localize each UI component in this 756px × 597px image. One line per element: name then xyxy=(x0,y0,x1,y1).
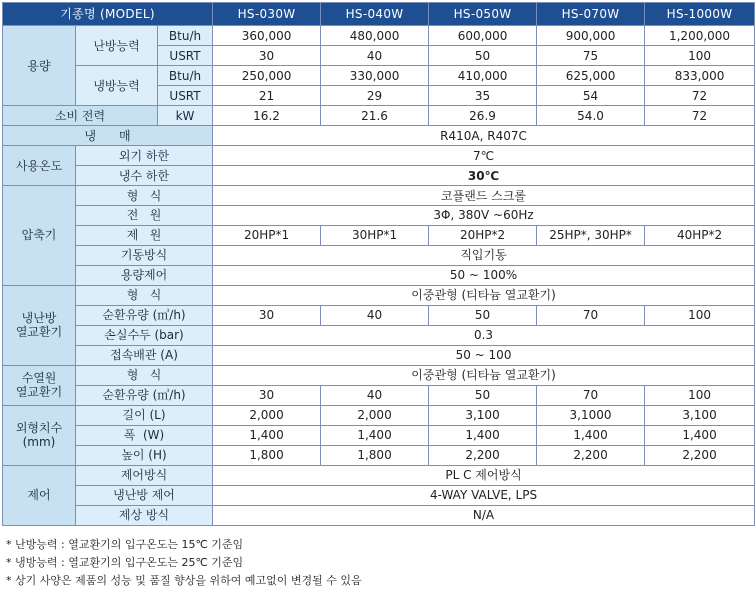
value-cell: 7℃ xyxy=(213,146,755,166)
model-hs-030w: HS-030W xyxy=(213,3,321,26)
value-cell: 900,000 xyxy=(537,26,645,46)
value-cell: 30 xyxy=(213,305,321,325)
compressor-power-row xyxy=(3,206,755,226)
capacity-control-label: 용량제어 xyxy=(76,265,213,285)
width-label: 폭 (W) xyxy=(76,425,213,445)
outdoor-min-label: 외기 하한 xyxy=(76,146,213,166)
value-cell: 30 xyxy=(213,46,321,66)
dimensions-group-line2: (mm) xyxy=(22,435,56,450)
power-label: 소비 전력 xyxy=(3,106,158,126)
temperature-group-label: 사용온도 xyxy=(3,146,76,186)
value-cell: 29 xyxy=(321,86,429,106)
height-label: 높이 (H) xyxy=(76,445,213,465)
value-cell: 833,000 xyxy=(645,66,755,86)
value-cell: 360,000 xyxy=(213,26,321,46)
length-row xyxy=(3,405,755,425)
height-row xyxy=(3,445,755,465)
hvac-control-row xyxy=(3,485,755,505)
compressor-power-label: 전 원 xyxy=(76,206,213,226)
unit-label: USRT xyxy=(158,46,213,66)
value-cell: 40HP*2 xyxy=(645,225,755,245)
hx-source-type-row xyxy=(3,365,755,385)
header-row xyxy=(3,3,755,26)
value-cell: 1,400 xyxy=(645,425,755,445)
value-cell: 72 xyxy=(645,86,755,106)
value-cell: 50 xyxy=(429,305,537,325)
refrigerant-label: 냉 매 xyxy=(3,126,213,146)
value-cell: 코플랜드 스크롤 xyxy=(213,186,755,206)
hx-main-group-line2: 열교환기 xyxy=(15,325,63,340)
hx-source-flow-row xyxy=(3,385,755,405)
value-cell: 3Φ, 380V ~60Hz xyxy=(213,206,755,226)
value-cell: 26.9 xyxy=(429,106,537,126)
heating-btu-row xyxy=(3,26,755,46)
hx-main-group-label xyxy=(3,285,76,365)
compressor-type-row xyxy=(3,186,755,206)
value-cell: 50 xyxy=(429,46,537,66)
hx-main-flow-row xyxy=(3,305,755,325)
coolant-min-label: 냉수 하한 xyxy=(76,166,213,186)
value-cell: 40 xyxy=(321,46,429,66)
value-cell: 50 ~ 100 xyxy=(213,345,755,365)
hx-main-pipe-label: 접속배관 (A) xyxy=(76,345,213,365)
value-cell: 480,000 xyxy=(321,26,429,46)
value-cell: 21.6 xyxy=(321,106,429,126)
value-cell: 2,200 xyxy=(429,445,537,465)
value-cell: 30 xyxy=(213,385,321,405)
dimensions-group-line1: 외형치수 xyxy=(15,421,63,436)
dimensions-group-label xyxy=(3,405,76,465)
value-cell: 100 xyxy=(645,385,755,405)
value-cell: 30HP*1 xyxy=(321,225,429,245)
hx-main-type-label: 형 식 xyxy=(76,285,213,305)
value-cell: 1,400 xyxy=(213,425,321,445)
defrost-row xyxy=(3,505,755,525)
hx-source-flow-label: 순환유량 (㎥/h) xyxy=(76,385,213,405)
unit-label: Btu/h xyxy=(158,26,213,46)
hx-main-loss-row xyxy=(3,325,755,345)
value-cell: 2,000 xyxy=(321,405,429,425)
compressor-type-label: 형 식 xyxy=(76,186,213,206)
value-cell: 600,000 xyxy=(429,26,537,46)
value-cell: 2,200 xyxy=(645,445,755,465)
value-cell: 1,400 xyxy=(429,425,537,445)
value-cell: 직입기동 xyxy=(213,245,755,265)
value-cell: 50 ~ 100% xyxy=(213,265,755,285)
cooling-capacity-label: 냉방능력 xyxy=(76,66,158,106)
coolant-min-row xyxy=(3,166,755,186)
value-cell: 1,400 xyxy=(537,425,645,445)
model-hs-050w: HS-050W xyxy=(429,3,537,26)
value-cell: 1,800 xyxy=(213,445,321,465)
value-cell: 16.2 xyxy=(213,106,321,126)
hx-source-group-label xyxy=(3,365,76,405)
value-cell: 54 xyxy=(537,86,645,106)
value-cell: 70 xyxy=(537,385,645,405)
refrigerant-row xyxy=(3,126,755,146)
hx-source-type-label: 형 식 xyxy=(76,365,213,385)
value-cell: 40 xyxy=(321,305,429,325)
value-cell: 21 xyxy=(213,86,321,106)
value-cell: 54.0 xyxy=(537,106,645,126)
value-cell: 35 xyxy=(429,86,537,106)
start-method-row xyxy=(3,245,755,265)
model-hs-040w: HS-040W xyxy=(321,3,429,26)
outdoor-min-row xyxy=(3,146,755,166)
value-cell: 72 xyxy=(645,106,755,126)
value-cell: 30℃ xyxy=(213,166,755,186)
capacity-group-label: 용량 xyxy=(3,26,76,106)
value-cell: 1,800 xyxy=(321,445,429,465)
model-hs-070w: HS-070W xyxy=(537,3,645,26)
capacity-control-row xyxy=(3,265,755,285)
model-label: 기종명 (MODEL) xyxy=(3,3,213,26)
value-cell: 1,400 xyxy=(321,425,429,445)
compressor-spec-label: 제 원 xyxy=(76,225,213,245)
unit-label: kW xyxy=(158,106,213,126)
value-cell: 50 xyxy=(429,385,537,405)
value-cell: PL C 제어방식 xyxy=(213,465,755,485)
value-cell: 3,1000 xyxy=(537,405,645,425)
value-cell: 2,200 xyxy=(537,445,645,465)
value-cell: 3,100 xyxy=(429,405,537,425)
value-cell: 이중관형 (티타늄 열교환기) xyxy=(213,285,755,305)
value-cell: 75 xyxy=(537,46,645,66)
value-cell: 0.3 xyxy=(213,325,755,345)
unit-label: USRT xyxy=(158,86,213,106)
start-method-label: 기동방식 xyxy=(76,245,213,265)
value-cell: 4-WAY VALVE, LPS xyxy=(213,485,755,505)
footnotes xyxy=(6,536,752,590)
value-cell: 70 xyxy=(537,305,645,325)
value-cell: 25HP*, 30HP* xyxy=(537,225,645,245)
length-label: 길이 (L) xyxy=(76,405,213,425)
value-cell: 100 xyxy=(645,46,755,66)
heating-capacity-label: 난방능력 xyxy=(76,26,158,66)
footnote-disclaimer: * 상기 사양은 제품의 성능 및 품질 향상을 위하여 예고없이 변경될 수 있음 xyxy=(6,574,362,587)
footnote-heating: * 난방능력 : 열교환기의 입구온도는 15℃ 기준임 xyxy=(6,538,244,551)
unit-label: Btu/h xyxy=(158,66,213,86)
value-cell: 40 xyxy=(321,385,429,405)
value-cell: 625,000 xyxy=(537,66,645,86)
value-cell: 410,000 xyxy=(429,66,537,86)
hx-source-group-line2: 열교환기 xyxy=(15,385,63,400)
value-cell: 250,000 xyxy=(213,66,321,86)
hx-main-flow-label: 순환유량 (㎥/h) xyxy=(76,305,213,325)
value-cell: 3,100 xyxy=(645,405,755,425)
control-method-row xyxy=(3,465,755,485)
value-cell: 이중관형 (티타늄 열교환기) xyxy=(213,365,755,385)
spec-table xyxy=(2,2,755,526)
defrost-label: 제상 방식 xyxy=(76,505,213,525)
hx-main-type-row xyxy=(3,285,755,305)
footnote-cooling: * 냉방능력 : 열교환기의 입구온도는 25℃ 기준임 xyxy=(6,556,244,569)
compressor-group-label: 압축기 xyxy=(3,186,76,286)
control-group-label: 제어 xyxy=(3,465,76,525)
value-cell: 1,200,000 xyxy=(645,26,755,46)
hx-main-group-line1: 냉난방 xyxy=(21,311,57,326)
cooling-btu-row xyxy=(3,66,755,86)
hx-main-pipe-row xyxy=(3,345,755,365)
value-cell: N/A xyxy=(213,505,755,525)
value-cell: 330,000 xyxy=(321,66,429,86)
compressor-spec-row xyxy=(3,225,755,245)
hvac-control-label: 냉난방 제어 xyxy=(76,485,213,505)
value-cell: 100 xyxy=(645,305,755,325)
value-cell: 20HP*2 xyxy=(429,225,537,245)
control-method-label: 제어방식 xyxy=(76,465,213,485)
width-row xyxy=(3,425,755,445)
value-cell: 2,000 xyxy=(213,405,321,425)
power-row xyxy=(3,106,755,126)
model-hs-1000w: HS-1000W xyxy=(645,3,755,26)
hx-source-group-line1: 수열원 xyxy=(21,371,57,386)
hx-main-loss-label: 손실수두 (bar) xyxy=(76,325,213,345)
value-cell: 20HP*1 xyxy=(213,225,321,245)
value-cell: R410A, R407C xyxy=(213,126,755,146)
